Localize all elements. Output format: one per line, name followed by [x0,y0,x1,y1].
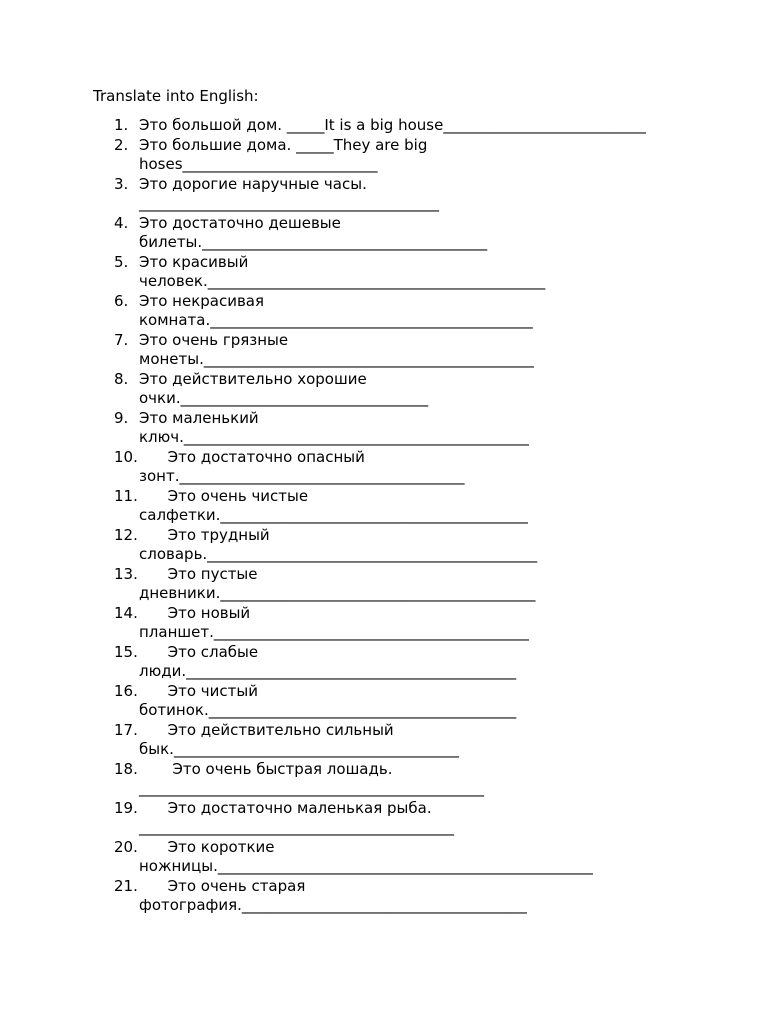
exercise-item [0,604,768,643]
exercise-prompt: Это действительно хорошие [139,369,367,388]
exercise-list [0,116,768,916]
exercise-number: 4. [114,213,129,232]
exercise-answer-line[interactable]: планшет.__________________________________________ [139,623,529,641]
exercise-answer-line[interactable]: hoses__________________________ [139,155,378,173]
exercise-number: 13. [114,564,138,583]
exercise-prompt: Это пустые [139,564,258,583]
exercise-prompt: Это достаточно маленькая рыба. [139,798,432,817]
exercise-number: 3. [114,174,129,193]
exercise-answer-line[interactable]: монеты.____________________________________________ [139,350,534,368]
exercise-answer-line[interactable]: ножницы.__________________________________________________ [139,857,593,875]
exercise-item [0,721,768,760]
exercise-item [0,565,768,604]
exercise-answer-line[interactable]: салфетки._________________________________________ [139,506,528,524]
exercise-prompt: Это новый [139,603,251,622]
exercise-answer-line[interactable]: билеты.______________________________________ [139,233,488,251]
exercise-item [0,682,768,721]
exercise-answer-line[interactable]: ________________________________________ [139,194,439,212]
exercise-prompt: Это маленький [139,408,259,427]
exercise-item [0,370,768,409]
exercise-prompt: Это некрасивая [139,291,265,310]
exercise-number: 2. [114,135,129,154]
exercise-prompt: Это достаточно опасный [139,447,365,466]
exercise-prompt: Это короткие [139,837,275,856]
exercise-answer-line[interactable]: __________________________________________ [139,818,454,836]
exercise-number: 10. [114,447,138,466]
exercise-prompt: Это очень быстрая лошадь. [139,759,393,778]
exercise-prompt: Это дорогие наручные часы. [139,174,367,193]
exercise-item [0,292,768,331]
exercise-item [0,331,768,370]
exercise-number: 5. [114,252,129,271]
exercise-answer-line[interactable]: человек._____________________________________________ [139,272,546,290]
exercise-prompt: Это очень старая [139,876,306,895]
worksheet-title: Translate into English: [93,87,259,105]
exercise-item [0,487,768,526]
exercise-answer-line[interactable]: дневники.__________________________________________ [139,584,536,602]
exercise-answer-line[interactable]: ботинок._________________________________________ [139,701,517,719]
exercise-item [0,136,768,175]
exercise-number: 21. [114,876,138,895]
exercise-item [0,799,768,838]
exercise-number: 6. [114,291,129,310]
exercise-answer-line[interactable]: фотография.______________________________________ [139,896,527,914]
exercise-number: 11. [114,486,138,505]
exercise-item [0,253,768,292]
exercise-number: 20. [114,837,138,856]
exercise-item [0,760,768,799]
exercise-item [0,214,768,253]
exercise-answer-line[interactable]: словарь.____________________________________________ [139,545,538,563]
exercise-answer-line[interactable]: люди.____________________________________________ [139,662,517,680]
exercise-answer-line[interactable]: очки._________________________________ [139,389,429,407]
exercise-number: 12. [114,525,138,544]
exercise-prompt: Это чистый [139,681,258,700]
exercise-number: 15. [114,642,138,661]
exercise-item [0,838,768,877]
exercise-prompt: Это слабые [139,642,259,661]
exercise-prompt: Это большие дома. _____They are big [139,135,428,154]
exercise-number: 1. [114,116,129,134]
exercise-prompt: Это достаточно дешевые [139,213,341,232]
exercise-number: 18. [114,759,138,778]
exercise-item [0,643,768,682]
exercise-prompt: Это очень чистые [139,486,309,505]
exercise-item [0,175,768,214]
exercise-answer-line[interactable]: ключ.______________________________________________ [139,428,529,446]
exercise-number: 16. [114,681,138,700]
exercise-prompt: Это очень грязные [139,330,289,349]
exercise-item [0,877,768,916]
exercise-item [0,409,768,448]
exercise-number: 7. [114,330,129,349]
exercise-prompt: Это действительно сильный [139,720,394,739]
exercise-answer-line[interactable]: ______________________________________________ [139,779,484,797]
exercise-item [0,526,768,565]
exercise-number: 9. [114,408,129,427]
exercise-number: 19. [114,798,138,817]
exercise-item [0,116,768,136]
exercise-number: 17. [114,720,138,739]
exercise-prompt: Это красивый [139,252,249,271]
exercise-number: 8. [114,369,129,388]
exercise-item [0,448,768,487]
exercise-prompt: Это большой дом. _____It is a big house___________________________ [139,116,646,134]
exercise-answer-line[interactable]: бык.______________________________________ [139,740,459,758]
exercise-answer-line[interactable]: зонт.______________________________________ [139,467,465,485]
exercise-answer-line[interactable]: комната.___________________________________________ [139,311,533,329]
exercise-prompt: Это трудный [139,525,270,544]
exercise-number: 14. [114,603,138,622]
